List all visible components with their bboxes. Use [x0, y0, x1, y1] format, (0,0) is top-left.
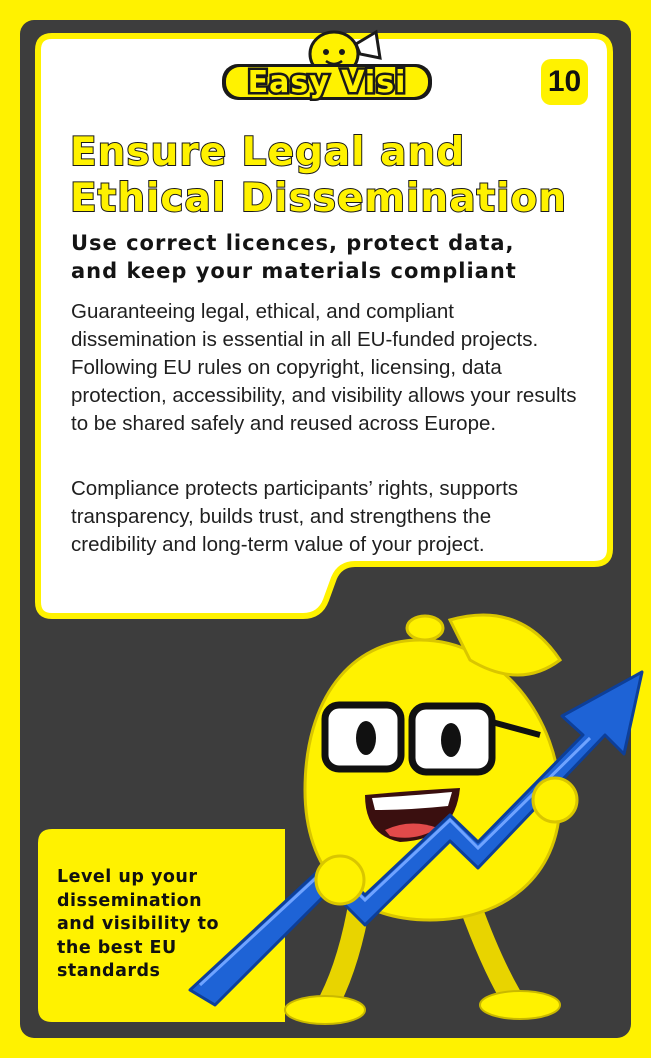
callout-line-1: Level up your	[57, 867, 198, 887]
mascot-right-foot	[480, 991, 560, 1019]
callout-line-4: the best EU	[57, 937, 177, 958]
callout-line-2: dissemination	[57, 890, 203, 911]
logo-text: Easy Visi	[247, 65, 407, 100]
callout-line-3: and visibility to	[57, 914, 219, 934]
body-paragraph-2: Compliance protects participants’ rights, supports transparency, builds trust, and strengthens the credibility and long-term value of your project.	[71, 477, 519, 556]
subtitle-line-1: Use correct licences, protect data,	[71, 231, 515, 255]
subtitle-line-2: and keep your materials compliant	[71, 259, 517, 283]
callout-text	[57, 866, 257, 984]
mascot-right-hand	[533, 778, 577, 822]
title-line-1: Ensure Legal and	[70, 130, 466, 175]
body-paragraph-1: Guaranteeing legal, ethical, and compliant dissemination is essential in all EU-funded projects. Following EU rules on copyright, licensing, data protection, accessibility, and visibility allows your results to be shared safely and reused across Europe.	[71, 300, 577, 435]
mascot-left-hand	[316, 856, 364, 904]
mascot-right-leg	[470, 905, 510, 995]
title-line-2: Ethical Dissemination	[70, 176, 568, 221]
callout-line-5: standards	[57, 961, 161, 981]
mascot-left-foot	[285, 996, 365, 1024]
card-number-badge: 10	[541, 59, 588, 105]
